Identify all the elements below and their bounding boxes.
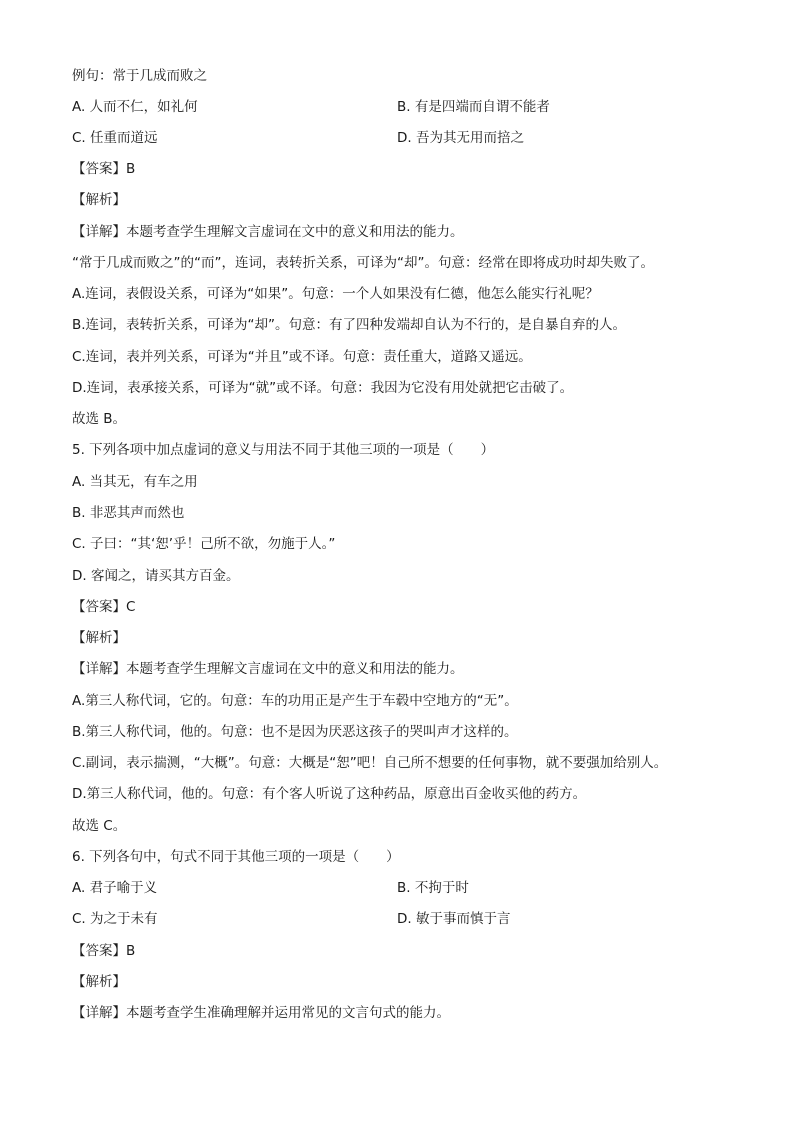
q6-option-a: A. 君子喻于义 [72, 880, 158, 896]
q6-option-b: B. 不拘于时 [397, 880, 469, 896]
q6-detail: 【详解】本题考查学生准确理解并运用常见的文言句式的能力。 [72, 1005, 450, 1021]
q5-option-d: D. 客闻之，请买其方百金。 [72, 568, 240, 584]
q4-analysis-heading: 【解析】 [72, 192, 126, 208]
q4-answer: 【答案】B [72, 161, 136, 177]
q4-explanation-a: A.连词，表假设关系，可译为“如果”。句意：一个人如果没有仁德，他怎么能实行礼呢？ [72, 286, 599, 302]
q6-answer: 【答案】B [72, 943, 136, 959]
q5-detail: 【详解】本题考查学生理解文言虚词在文中的意义和用法的能力。 [72, 661, 464, 677]
q5-option-a: A. 当其无，有车之用 [72, 474, 198, 490]
q4-explanation-intro: “常于几成而败之”的“而”，连词，表转折关系，可译为“却”。句意：经常在即将成功时却失败了。 [72, 255, 654, 271]
q4-option-a: A. 人而不仁，如礼何 [72, 99, 198, 115]
q4-option-c: C. 任重而道远 [72, 130, 158, 146]
q4-explanation-d: D.连词，表承接关系，可译为“就”或不译。句意：我因为它没有用处就把它击破了。 [72, 380, 574, 396]
q4-explanation-c: C.连词，表并列关系，可译为“并且”或不译。句意：责任重大，道路又遥远。 [72, 349, 532, 365]
q6-stem: 6. 下列各句中，句式不同于其他三项的一项是（ ） [72, 849, 400, 865]
q5-answer: 【答案】C [72, 599, 136, 615]
q5-explanation-d: D.第三人称代词，他的。句意：有个客人听说了这种药品，原意出百金收买他的药方。 [72, 786, 587, 802]
q6-analysis-heading: 【解析】 [72, 974, 126, 990]
q5-conclusion: 故选 C。 [72, 818, 127, 834]
q4-option-d: D. 吾为其无用而掊之 [397, 130, 524, 146]
q5-option-c: C. 子曰：“其‘恕’乎！己所不欲，勿施于人。” [72, 536, 336, 552]
example-sentence: 例句：常于几成而败之 [72, 68, 207, 84]
q5-analysis-heading: 【解析】 [72, 630, 126, 646]
q5-explanation-b: B.第三人称代词，他的。句意：也不是因为厌恶这孩子的哭叫声才这样的。 [72, 724, 518, 740]
q4-conclusion: 故选 B。 [72, 411, 127, 427]
q6-option-c: C. 为之于未有 [72, 911, 158, 927]
q5-explanation-c: C.副词，表示揣测，“大概”。句意：大概是“恕”吧！自己所不想要的任何事物，就不要强加给别人。 [72, 755, 668, 771]
q4-detail: 【详解】本题考查学生理解文言虚词在文中的意义和用法的能力。 [72, 224, 464, 240]
q4-option-b: B. 有是四端而自谓不能者 [397, 99, 550, 115]
q5-option-b: B. 非恶其声而然也 [72, 505, 185, 521]
q4-explanation-b: B.连词，表转折关系，可译为“却”。句意：有了四种发端却自认为不行的，是自暴自弃的人。 [72, 317, 627, 333]
q5-stem: 5. 下列各项中加点虚词的意义与用法不同于其他三项的一项是（ ） [72, 442, 495, 458]
q5-explanation-a: A.第三人称代词，它的。句意：车的功用正是产生于车毂中空地方的“无”。 [72, 693, 518, 709]
q6-option-d: D. 敏于事而慎于言 [397, 911, 511, 927]
